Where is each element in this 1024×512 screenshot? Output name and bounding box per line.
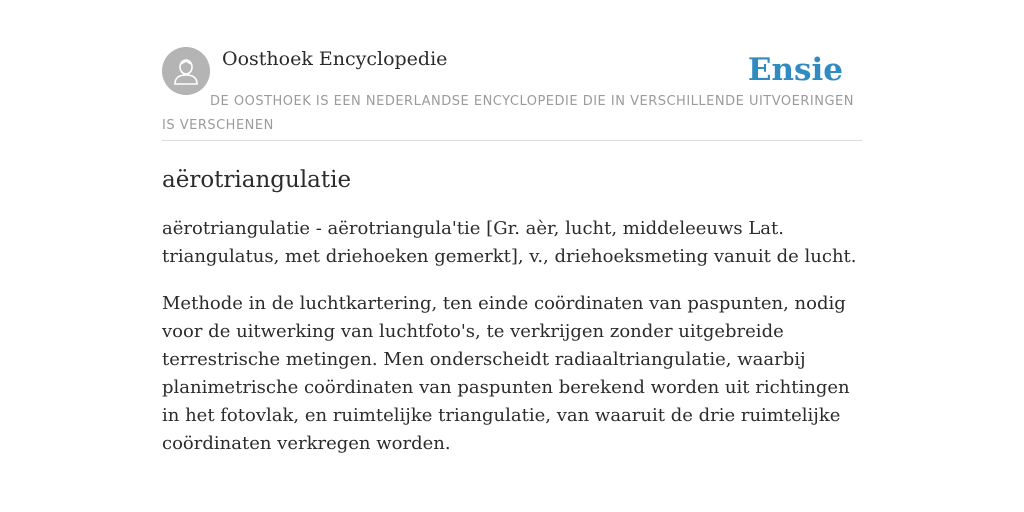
article-title: aërotriangulatie xyxy=(162,167,352,193)
site-tagline: DE OOSTHOEK IS EEN NEDERLANDSE ENCYCLOPEDIE DIE IN VERSCHILLENDE UITVOERINGEN IS VERSCHENEN xyxy=(162,94,854,133)
avatar[interactable] xyxy=(162,47,210,95)
article-paragraph-definition: aërotriangulatie - aërotriangula'tie [Gr. aèr, lucht, middeleeuws Lat. triangulatus, met driehoeken gemerkt], v., driehoeksmeting vanuit de lucht. xyxy=(162,218,857,267)
article-paragraph-body: Methode in de luchtkartering, ten einde coördinaten van paspunten, nodig voor de uitwerking van luchtfoto's, te verkrijgen zonder uitgebreide terrestrische metingen. Men onderscheidt radiaaltriangulatie, waarbij planimetrische coördinaten van paspunten berekend worden uit richtingen in het fotovlak, en ruimtelijke triangulatie, van waaruit de drie ruimtelijke coördinaten verkregen worden. xyxy=(162,293,850,454)
user-silhouette-icon xyxy=(162,47,210,95)
header xyxy=(162,47,862,141)
brand-logo-link[interactable]: Ensie xyxy=(747,52,843,88)
site-title-link[interactable]: Oosthoek Encyclopedie xyxy=(222,48,448,70)
page xyxy=(162,0,862,458)
